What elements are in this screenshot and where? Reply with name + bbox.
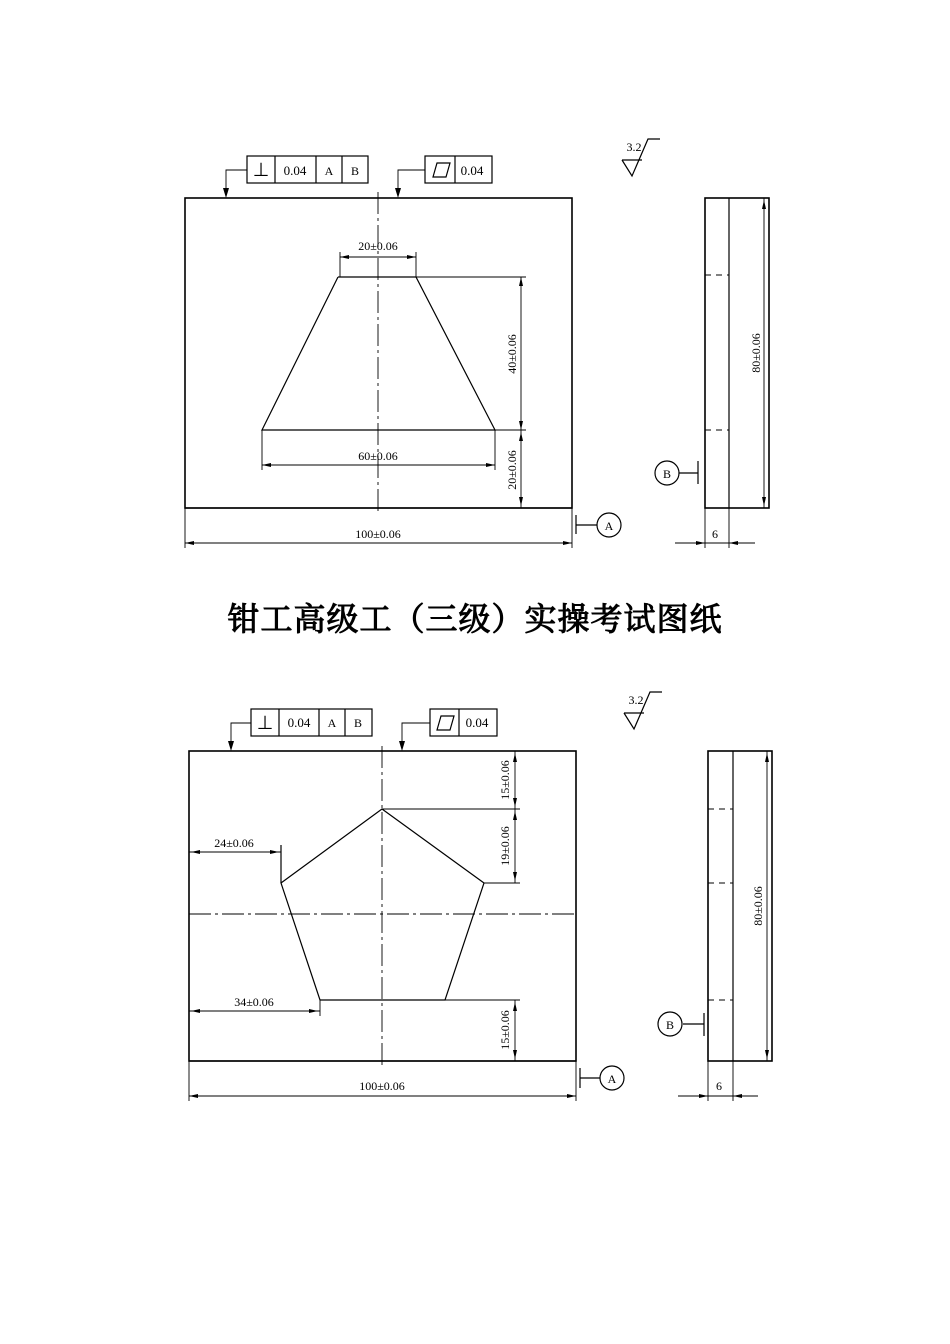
svg-text:15±0.06: 15±0.06 [498, 1010, 512, 1050]
flatness-icon [437, 716, 454, 730]
svg-text:100±0.06: 100±0.06 [355, 527, 401, 541]
svg-text:19±0.06: 19±0.06 [498, 826, 512, 866]
svg-text:6: 6 [716, 1079, 722, 1093]
fcf-tolerance: 0.04 [283, 163, 307, 178]
perpendicularity-icon: ⊥ [256, 713, 274, 734]
dim-bottom-width [262, 430, 495, 470]
dim-overall-width-2 [189, 1061, 576, 1101]
perpendicularity-icon: ⊥ [252, 160, 270, 181]
fcf-datum-b: B [350, 164, 360, 178]
svg-text:A: A [604, 519, 614, 533]
dim-bottom-offset [445, 1000, 520, 1061]
svg-text:20±0.06: 20±0.06 [505, 450, 519, 490]
fcf-perpendicularity-1 [223, 156, 368, 198]
fcf-datum-b: B [353, 716, 363, 730]
datum-a-1 [576, 513, 621, 537]
fcf-flatness-1 [395, 156, 492, 198]
svg-text:24±0.06: 24±0.06 [214, 836, 254, 850]
datum-a-2 [580, 1066, 624, 1090]
side-view-2 [658, 751, 772, 1101]
drawing-1 [185, 139, 769, 548]
pentagon-profile [281, 809, 484, 1000]
flatness-icon [433, 163, 450, 177]
svg-text:60±0.06: 60±0.06 [358, 449, 398, 463]
fcf-flatness-2 [399, 709, 497, 751]
dim-apex-height [484, 809, 520, 883]
page-title: 钳工高级工（三级）实操考试图纸 [227, 600, 723, 638]
svg-text:B: B [665, 1018, 675, 1032]
roughness-symbol-2 [624, 692, 662, 729]
svg-text:40±0.06: 40±0.06 [505, 334, 519, 374]
drawing-2 [189, 692, 772, 1101]
svg-text:34±0.06: 34±0.06 [234, 995, 274, 1009]
svg-text:80±0.06: 80±0.06 [751, 886, 765, 926]
dim-top-offset [382, 751, 520, 809]
trapezoid-profile [262, 277, 495, 430]
dim-bottom-left-offset [189, 995, 320, 1016]
front-view-outline-2 [189, 751, 576, 1061]
svg-text:80±0.06: 80±0.06 [749, 333, 763, 373]
fcf-flatness-tolerance: 0.04 [465, 715, 489, 730]
dim-base-offset [505, 430, 523, 508]
svg-text:B: B [662, 467, 672, 481]
dim-left-offset [189, 836, 281, 854]
svg-text:15±0.06: 15±0.06 [498, 760, 512, 800]
roughness-value: 3.2 [628, 693, 644, 707]
fcf-flatness-tolerance: 0.04 [460, 163, 484, 178]
svg-text:A: A [607, 1072, 617, 1086]
dim-height-40 [416, 277, 526, 430]
roughness-symbol-1 [622, 139, 660, 176]
side-view-1 [655, 198, 769, 548]
svg-text:100±0.06: 100±0.06 [359, 1079, 405, 1093]
dim-overall-width-1 [185, 508, 572, 548]
roughness-value: 3.2 [626, 140, 642, 154]
fcf-datum-a: A [327, 716, 337, 730]
fcf-datum-a: A [324, 164, 334, 178]
fcf-tolerance: 0.04 [287, 715, 311, 730]
fcf-perpendicularity-2 [228, 709, 372, 751]
svg-text:20±0.06: 20±0.06 [358, 239, 398, 253]
svg-text:6: 6 [712, 527, 718, 541]
